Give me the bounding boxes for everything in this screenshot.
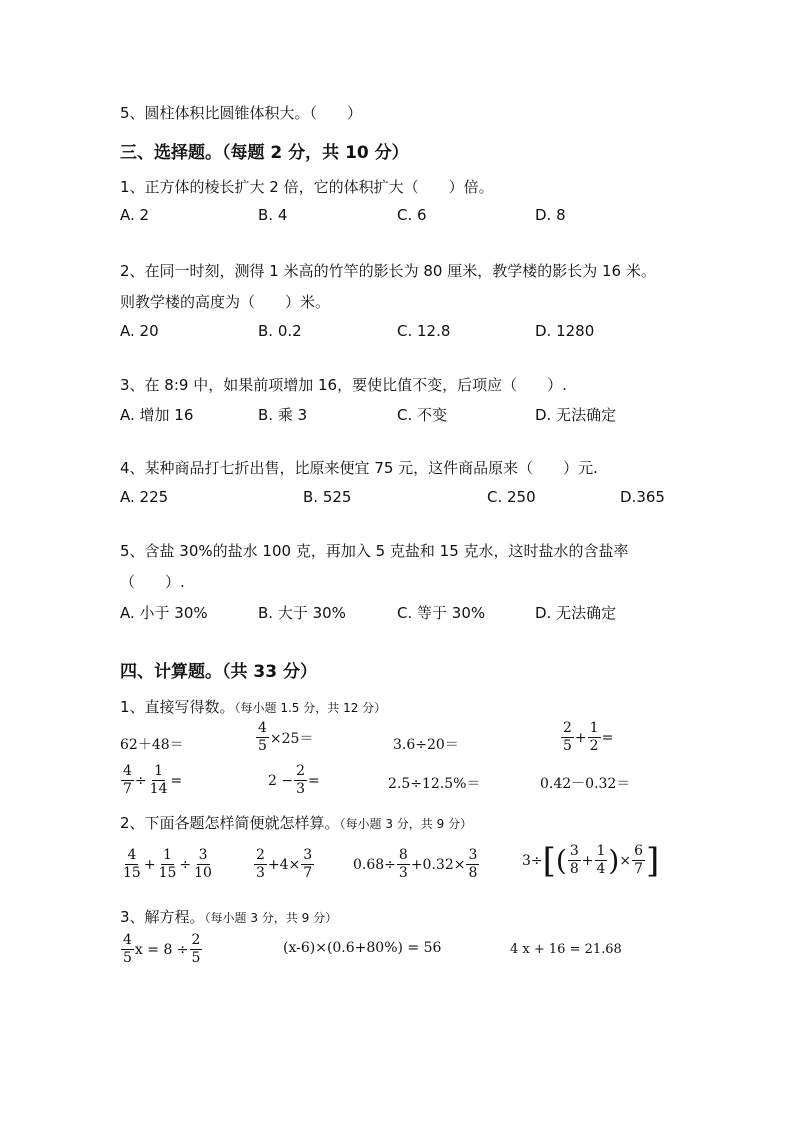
choice-q3-option-a: A. 增加 16 [120, 406, 194, 424]
mental-calc-3: 3.6÷20＝ [393, 737, 459, 753]
choice-q4-option-d: D.365 [620, 488, 665, 506]
section-3-title: 三、选择题。（每题 2 分，共 10 分） [120, 143, 409, 163]
choice-q5-text-line1: 5、含盐 30%的盐水 100 克，再加入 5 克盐和 15 克水，这时盐水的含盐率 [120, 542, 629, 560]
right-paren: ) [608, 843, 620, 877]
fraction: $\frac{2}{5}$ [191, 932, 201, 966]
calc-part1-label: 1、直接写得数。 [120, 698, 235, 716]
fraction: $\frac{4}{5}$ [258, 720, 267, 754]
fraction: $\frac{3}{8}$ [468, 847, 478, 881]
calc-part1-heading [120, 696, 386, 717]
left-paren: ( [555, 843, 567, 877]
equation-2: (x-6)×(0.6+80%) = 56 [283, 940, 442, 956]
right-bracket: ] [646, 840, 660, 881]
choice-q5-option-b: B. 大于 30% [258, 604, 346, 622]
choice-q5-option-a: A. 小于 30% [120, 604, 208, 622]
calc-part3-heading [120, 906, 337, 927]
question-5-text: 5、圆柱体积比圆锥体积大。（ ） [120, 104, 363, 122]
fraction: $\frac{1}{14}$ [149, 763, 168, 797]
fraction: $\frac{1}{2}$ [589, 720, 599, 754]
choice-q2-option-c: C. 12.8 [397, 322, 451, 340]
calc-part3-note: （每小题 3 分，共 9 分） [204, 911, 338, 925]
simplify-expr-1: 4 15 + $\frac{1}{15}$ ÷ $\frac{3}{10}$ [123, 847, 212, 881]
calc-part2-heading [120, 812, 472, 833]
mental-calc-5: $\frac{4}{7}$ ÷ $\frac{1}{14}$ = [123, 763, 183, 797]
choice-q2-option-b: B. 0.2 [258, 322, 302, 340]
fraction: 2 5 [563, 720, 572, 754]
simplify-expr-3: 0.68÷ $\frac{8}{3}$ +0.32× $\frac{3}{8}$ [353, 847, 478, 881]
choice-q2-option-a: A. 20 [120, 322, 159, 340]
fraction: 3 8 [569, 843, 579, 877]
simplify-expr-2: 2 3 +4× $\frac{3}{7}$ [256, 847, 313, 881]
choice-q4-option-c: C. 250 [487, 488, 536, 506]
fraction: $\frac{3}{10}$ [194, 847, 212, 881]
section-4-title: 四、计算题。（共 33 分） [120, 662, 317, 682]
calc-part3-label: 3、解方程。 [120, 908, 205, 926]
calc-part2-note: （每小题 3 分，共 9 分） [339, 817, 473, 831]
choice-q1-option-a: A. 2 [120, 206, 150, 224]
choice-q5-option-d: D. 无法确定 [535, 604, 617, 622]
fraction: $\frac{2}{3}$ [296, 763, 306, 797]
choice-q4-text: 4、某种商品打七折出售，比原来便宜 75 元，这件商品原来（ ）元. [120, 459, 598, 477]
choice-q1-text: 1、正方体的棱长扩大 2 倍，它的体积扩大（ ）倍。 [120, 178, 494, 196]
fraction: $\frac{1}{15}$ [158, 847, 177, 881]
fraction: 4 5 [123, 932, 132, 966]
choice-q2-option-d: D. 1280 [535, 322, 595, 340]
fraction: $\frac{6}{7}$ [634, 843, 644, 877]
fraction: $\frac{3}{7}$ [303, 847, 313, 881]
choice-q5-text-line2: （ ）. [120, 573, 185, 591]
equation-1: 4 5 x = 8 ÷ $\frac{2}{5}$ [123, 932, 201, 966]
choice-q1-option-c: C. 6 [397, 206, 427, 224]
simplify-expr-4: 3÷ [ ( 3 8 + $\frac{1}{4}$ ) × $\frac{6}{7}$ ] [522, 840, 660, 881]
mental-calc-2: $\frac{4}{5}$ ×25＝ [258, 720, 314, 754]
mental-calc-8: 0.42－0.32＝ [540, 776, 631, 792]
choice-q4-option-b: B. 525 [303, 488, 352, 506]
fraction: 4 15 [123, 847, 141, 881]
choice-q5-option-c: C. 等于 30% [397, 604, 486, 622]
choice-q2-text-line2: 则教学楼的高度为（ ）米。 [120, 293, 331, 311]
mental-calc-4: 2 5 + $\frac{1}{2}$ = [563, 720, 614, 754]
fraction: $\frac{8}{3}$ [398, 847, 408, 881]
left-bracket: [ [542, 840, 556, 881]
choice-q3-option-b: B. 乘 3 [258, 406, 308, 424]
fraction: $\frac{1}{4}$ [596, 843, 606, 877]
calc-part2-label: 2、下面各题怎样简便就怎样算。 [120, 814, 340, 832]
choice-q3-option-d: D. 无法确定 [535, 406, 617, 424]
choice-q1-option-d: D. 8 [535, 206, 566, 224]
calc-part1-note: （每小题 1.5 分，共 12 分） [234, 701, 387, 715]
mental-calc-1: 62＋48＝ [120, 737, 184, 753]
choice-q4-option-a: A. 225 [120, 488, 169, 506]
choice-q2-text-line1: 2、在同一时刻，测得 1 米高的竹竿的影长为 80 厘米，教学楼的影长为 16 米。 [120, 262, 656, 280]
choice-q3-text: 3、在 8:9 中，如果前项增加 16，要使比值不变，后项应（ ）. [120, 376, 567, 394]
choice-q3-option-c: C. 不变 [397, 406, 448, 424]
choice-q1-option-b: B. 4 [258, 206, 288, 224]
equation-3: 4 x + 16 = 21.68 [510, 942, 622, 957]
fraction: 2 3 [256, 847, 265, 881]
mental-calc-6: 2 − $\frac{2}{3}$ = [268, 763, 320, 797]
fraction: $\frac{4}{7}$ [123, 763, 132, 797]
mental-calc-7: 2.5÷12.5%＝ [388, 776, 481, 792]
